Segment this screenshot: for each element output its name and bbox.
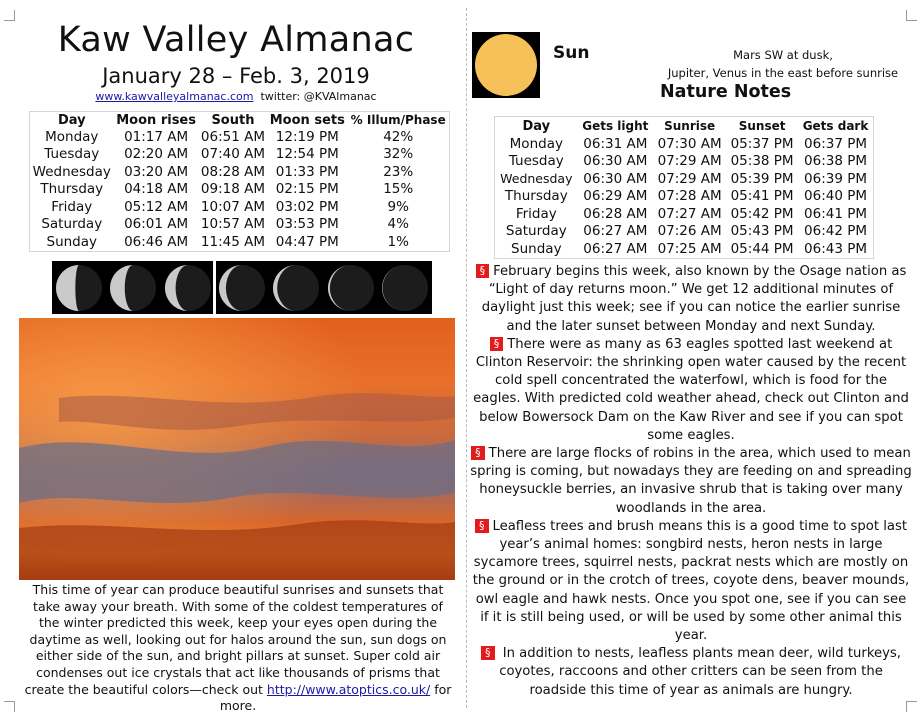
table-row (30, 128, 450, 146)
cell-sunset: 05:39 PM (730, 170, 794, 187)
cell-illum: 15% (383, 181, 414, 198)
cell-illum: 9% (387, 198, 409, 215)
atoptics-link[interactable]: http://www.atoptics.co.uk/ (266, 681, 431, 697)
moon-table-body (30, 128, 450, 251)
cell-dark: 06:40 PM (804, 188, 868, 205)
cell-set: 01:33 PM (275, 163, 339, 180)
table-row (30, 233, 450, 251)
table-row (30, 181, 450, 199)
cell-south: 06:51 AM (200, 128, 265, 145)
cell-south: 09:18 AM (200, 181, 265, 198)
cell-sunrise: 07:29 AM (657, 170, 722, 187)
table-row (495, 188, 874, 206)
cell-day: Thursday (504, 188, 568, 205)
moon-header-day: Day (57, 112, 86, 128)
sun-table (494, 116, 874, 259)
corner-mark-bottom-right (906, 701, 917, 712)
date-range: January 28 – Feb. 3, 2019 (102, 64, 370, 88)
cell-dark: 06:38 PM (804, 153, 868, 170)
note-text: There were as many as 63 eagles spotted last weekend at Clinton Reservoir: the shrinking open water caused by the recent cold spell concentrated the waterfowl, which is food for the eagles. With predicted cold weather ahead, check out Clinton and below Bowersock Dam on the Kaw River and see if you can spot some eagles. (473, 336, 909, 443)
sun-header-gets-light: Gets light (582, 119, 649, 133)
cell-dark: 06:43 PM (804, 240, 868, 257)
note-text: Leafless trees and brush means this is a good time to spot last year’s animal homes: songbird nests, heron nests in large sycamore trees, squirrel nests, packrat nests which are mostly on the ground or in the crotch of trees, coyote dens, beaver mounds, owl eagle and hawk nests. Once you spot one, see if you can see if it is still being used, or will be used by some other animal this year. (472, 518, 910, 644)
moon-phase-3 (163, 263, 213, 313)
cell-illum: 42% (383, 128, 414, 145)
corner-mark-top-right (906, 10, 917, 21)
section-marker-icon: § (475, 519, 489, 533)
note-paragraph (470, 263, 912, 336)
cell-day: Wednesday (500, 171, 573, 187)
cell-day: Saturday (505, 223, 567, 240)
sun-header-gets-dark: Gets dark (802, 119, 869, 133)
cell-south: 10:57 AM (200, 216, 265, 233)
cell-sunrise: 07:30 AM (657, 135, 722, 152)
note-text: February begins this week, also known by the Osage nation as “Light of day returns moon.” We get 12 additional minutes of daylight just this week; see if you can notice the earlier sunrise and the later sunset between Monday and next Sunday. (481, 264, 907, 334)
cell-rise: 02:20 AM (124, 146, 189, 163)
cell-rise: 06:46 AM (124, 233, 189, 250)
photo-caption (22, 582, 454, 715)
table-row (495, 153, 874, 171)
planets-line-2: Jupiter, Venus in the east before sunrise (667, 66, 899, 80)
cell-illum: 1% (387, 233, 409, 250)
table-row (495, 240, 874, 258)
section-marker-icon: § (490, 337, 504, 351)
cell-light: 06:27 AM (583, 240, 648, 257)
nature-notes (470, 263, 912, 700)
section-marker-icon: § (476, 264, 490, 278)
phase-strip-gap (213, 261, 216, 314)
cell-day: Friday (51, 198, 93, 215)
cell-light: 06:28 AM (583, 205, 648, 222)
sun-header-sunrise: Sunrise (664, 119, 716, 133)
twitter-handle: twitter: @KVAlmanac (260, 90, 377, 103)
cell-sunrise: 07:26 AM (657, 223, 722, 240)
cell-sunset: 05:44 PM (730, 240, 794, 257)
cell-illum: 4% (387, 216, 409, 233)
cell-rise: 05:12 AM (124, 198, 189, 215)
cell-south: 11:45 AM (200, 233, 265, 250)
note-text: There are large flocks of robins in the area, which used to mean spring is coming, but nowadays they are feeding on and spreading honeysuckle berries, an invasive shrub that is taking over many woodlands in the area. (470, 446, 912, 516)
cell-set: 12:54 PM (275, 146, 339, 163)
moon-phase-6 (326, 263, 376, 313)
cell-light: 06:30 AM (583, 153, 648, 170)
cell-south: 07:40 AM (200, 146, 265, 163)
moon-phase-4 (217, 263, 267, 313)
sunset-photo (19, 318, 455, 580)
cell-sunrise: 07:28 AM (657, 188, 722, 205)
corner-mark-top-left (4, 10, 15, 21)
cell-light: 06:29 AM (583, 188, 648, 205)
table-row (30, 216, 450, 234)
cell-dark: 06:42 PM (804, 223, 868, 240)
note-paragraph (470, 645, 912, 700)
note-paragraph (470, 445, 912, 518)
table-row (495, 223, 874, 241)
cell-rise: 03:20 AM (124, 163, 189, 180)
table-row (30, 146, 450, 164)
caption-tail: for more. (219, 681, 452, 714)
sun-table-header (495, 117, 874, 136)
moon-phase-5 (271, 263, 321, 313)
moon-phase-2 (108, 263, 158, 313)
table-row (495, 135, 874, 153)
moon-header-sets: Moon sets (269, 112, 345, 128)
cell-day: Tuesday (508, 153, 564, 170)
moon-phase-1 (54, 263, 104, 313)
table-row (30, 198, 450, 216)
table-row (495, 205, 874, 223)
cell-day: Wednesday (32, 163, 111, 180)
moon-table-header (30, 112, 450, 129)
cell-dark: 06:39 PM (804, 170, 868, 187)
table-row (495, 170, 874, 188)
cell-light: 06:27 AM (583, 223, 648, 240)
cell-sunrise: 07:25 AM (657, 240, 722, 257)
cell-dark: 06:41 PM (804, 205, 868, 222)
cell-rise: 06:01 AM (124, 216, 189, 233)
header-links (20, 89, 452, 105)
note-text: In addition to nests, leafless plants mean deer, wild turkeys, coyotes, raccoons and other critters can be seen from the roadside this time of year as animals are hungry. (498, 646, 901, 698)
cell-illum: 32% (383, 146, 414, 163)
note-paragraph (470, 518, 912, 645)
moon-phase-strip (52, 261, 432, 314)
cell-light: 06:30 AM (583, 170, 648, 187)
sun-disc (475, 34, 537, 96)
sun-header-sunset: Sunset (738, 119, 786, 133)
sun-icon (472, 32, 540, 98)
cell-illum: 23% (383, 163, 414, 180)
moon-table (29, 111, 450, 252)
cell-south: 10:07 AM (200, 198, 265, 215)
cell-light: 06:31 AM (583, 135, 648, 152)
cell-sunset: 05:43 PM (730, 223, 794, 240)
planets-line-1: Mars SW at dusk, (733, 48, 833, 62)
cell-set: 03:53 PM (275, 216, 339, 233)
cell-day: Tuesday (44, 146, 100, 163)
planets-note (640, 46, 921, 82)
cell-rise: 04:18 AM (124, 181, 189, 198)
cell-set: 12:19 PM (275, 128, 339, 145)
cell-set: 04:47 PM (275, 233, 339, 250)
sun-table-body (495, 135, 874, 258)
note-paragraph (470, 336, 912, 445)
almanac-title: Kaw Valley Almanac (57, 20, 415, 60)
cell-day: Thursday (40, 181, 104, 198)
moon-header-illum: % Illum/Phase (350, 113, 446, 127)
moon-header-south: South (211, 112, 255, 128)
section-marker-icon: § (481, 646, 495, 660)
table-row (30, 163, 450, 181)
corner-mark-bottom-left (4, 701, 15, 712)
cell-south: 08:28 AM (200, 163, 265, 180)
moon-header-rises: Moon rises (116, 112, 196, 128)
cell-set: 03:02 PM (275, 198, 339, 215)
cell-dark: 06:37 PM (804, 135, 868, 152)
sun-header-day: Day (522, 118, 551, 134)
cell-sunset: 05:38 PM (730, 153, 794, 170)
cell-day: Monday (509, 135, 563, 152)
cell-sunset: 05:41 PM (730, 188, 794, 205)
cell-rise: 01:17 AM (124, 128, 189, 145)
cell-day: Friday (515, 205, 557, 222)
cell-day: Monday (45, 128, 99, 145)
cell-set: 02:15 PM (275, 181, 339, 198)
cell-sunrise: 07:27 AM (657, 205, 722, 222)
column-divider (466, 8, 467, 708)
cell-sunset: 05:42 PM (730, 205, 794, 222)
cell-day: Sunday (46, 233, 98, 250)
cell-sunrise: 07:29 AM (657, 153, 722, 170)
section-marker-icon: § (471, 446, 485, 460)
nature-notes-heading: Nature Notes (660, 82, 792, 102)
sun-label: Sun (553, 43, 590, 63)
cell-day: Sunday (511, 240, 562, 257)
moon-phase-7 (380, 263, 430, 313)
cell-day: Saturday (41, 216, 103, 233)
cell-sunset: 05:37 PM (730, 135, 794, 152)
caption-text: This time of year can produce beautiful sunrises and sunsets that take away your breath. With some of the coldest temperatures of the winter predicted this week, keep your eyes open during the daytime as well, looking out for halos around the sun, sun dogs on either side of the sun, and bright pillars at sunset. Super cold air condenses out ice crystals that act like thousands of prisms that create the beautiful colors—check out (24, 582, 447, 697)
website-link[interactable]: www.kawvalleyalmanac.com (95, 90, 254, 103)
